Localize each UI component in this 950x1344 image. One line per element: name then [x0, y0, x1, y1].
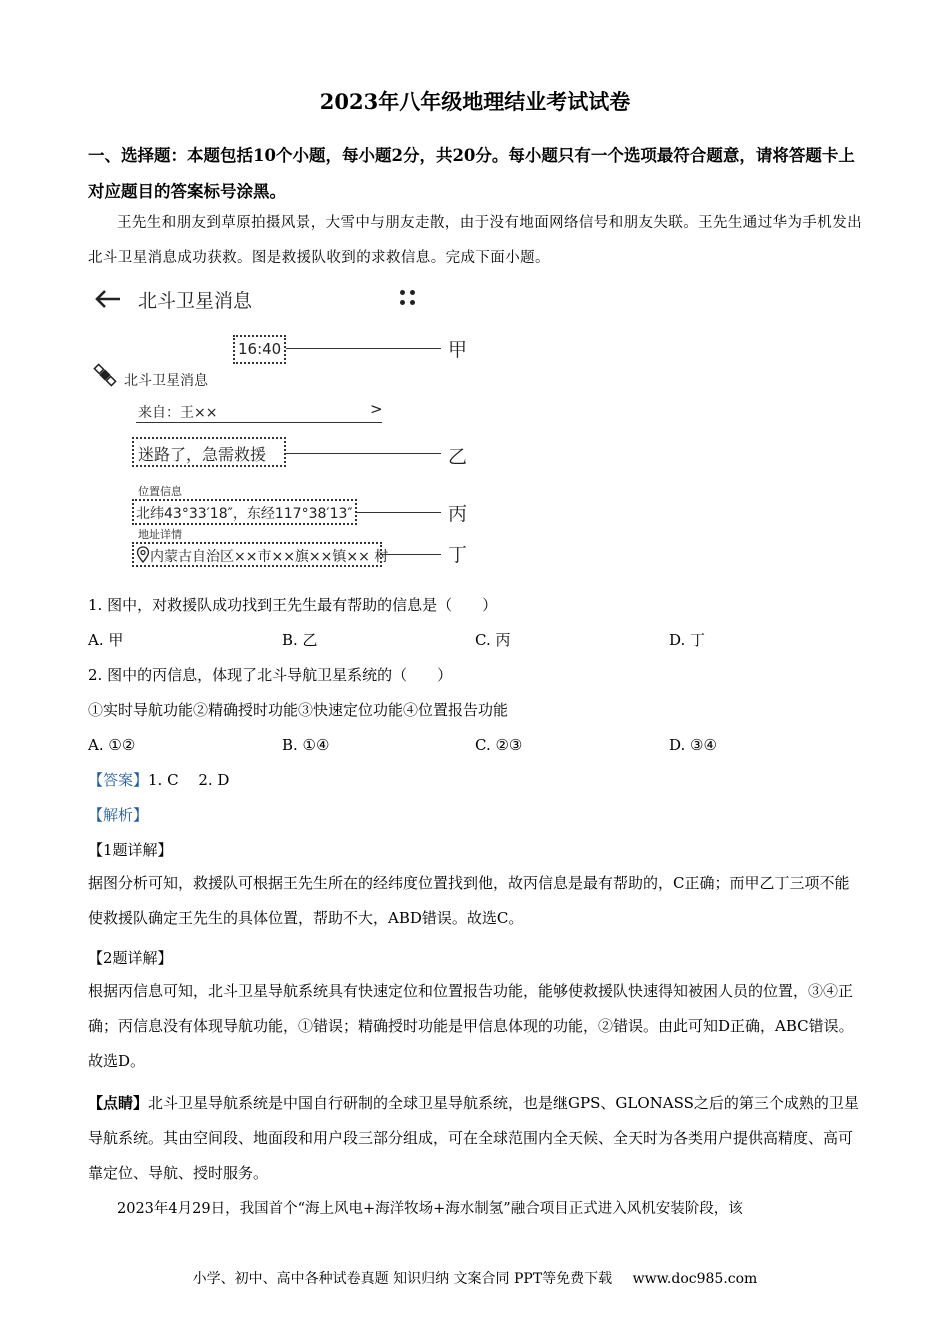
detail2-text: 根据丙信息可知，北斗卫星导航系统具有快速定位和位置报告功能，能够使救援队快速得知被困人员的位置，③④正确；丙信息没有体现导航功能，①错误；精确授时功能是甲信息体现的功能，②错误。由此可知D正确，ABC错误。故选D。: [88, 982, 854, 1070]
time-text: 16:40: [238, 340, 282, 358]
leader-line-ding: [382, 554, 441, 555]
q2-option-a: A. ①②: [88, 736, 136, 754]
app-name: 北斗卫星消息: [124, 373, 208, 389]
label-jia: 甲: [448, 339, 468, 361]
next-paragraph: 2023年4月29日，我国首个“海上风电+海洋牧场+海水制氢”融合项目正式进入风机安装阶段，该: [117, 1201, 743, 1217]
address-text: 内蒙古自治区××市××旗××镇×× 村: [150, 549, 389, 565]
message-text: 迷路了，急需救援: [138, 445, 267, 464]
rescue-message-figure: [88, 280, 488, 580]
leader-line-yi: [286, 453, 441, 454]
location-pin-icon: [136, 546, 150, 563]
location-text: 北纬43°33′18″，东经117°38′13″: [136, 506, 353, 522]
q2-option-b: B. ①④: [282, 736, 330, 754]
figure-header: 北斗卫星消息: [138, 290, 253, 312]
detail1-text: 据图分析可知，救援队可根据王先生所在的经纬度位置找到他，故丙信息是最有帮助的，C正确；而甲乙丁三项不能使救援队确定王先生的具体位置，帮助不大，ABD错误。故选C。: [88, 874, 850, 927]
tip-paragraph: [88, 1086, 863, 1191]
leader-line-bing: [357, 512, 441, 513]
location-caption: 位置信息: [138, 485, 182, 498]
q2-option-d: D. ③④: [669, 736, 717, 754]
label-bing: 丙: [448, 503, 468, 525]
q2-stem: 2. 图中的丙信息，体现了北斗导航卫星系统的（ ）: [88, 666, 453, 684]
q1-option-c: C. 丙: [475, 631, 511, 649]
intro-paragraph: 王先生和朋友到草原拍摄风景，大雪中与朋友走散，由于没有地面网络信号和朋友失联。王先生通过华为手机发出北斗卫星消息成功获救。图是救援队收到的求救信息。完成下面小题。: [88, 215, 862, 266]
satellite-icon: [92, 362, 118, 388]
section-heading: 一、选择题：本题包括10个小题，每小题2分，共20分。每小题只有一个选项最符合题意，请将答题卡上对应题目的答案标号涂黑。: [88, 146, 855, 201]
detail1-title: 【1题详解】: [88, 841, 173, 859]
footer-link[interactable]: www.doc985.com: [632, 1271, 758, 1287]
more-dots-icon: [398, 288, 418, 308]
tip-text: 北斗卫星导航系统是中国自行研制的全球卫星导航系统，也是继GPS、GLONASS之后的第三个成熟的卫星导航系统。其由空间段、地面段和用户段三部分组成，可在全球范围内全天候、全天时为各类用户提供高精度、高可靠定位、导航、授时服务。: [88, 1094, 859, 1182]
answer-tag: 【答案】: [88, 771, 149, 789]
page-footer: [0, 1268, 950, 1288]
leader-line-jia: [286, 348, 441, 349]
back-arrow-icon: [94, 289, 122, 309]
chevron-right-icon: >: [370, 400, 383, 418]
label-yi: 乙: [448, 446, 468, 468]
answer-line: [88, 769, 863, 791]
analysis-tag: 【解析】: [88, 806, 149, 824]
answer-text: 1. C 2. D: [148, 771, 230, 789]
detail2-title: 【2题详解】: [88, 949, 173, 967]
page-title: 2023年八年级地理结业考试试卷: [319, 89, 631, 114]
sender-line: 来自：王××: [138, 405, 218, 421]
q1-option-a: A. 甲: [88, 631, 124, 649]
q2-functions: ①实时导航功能②精确授时功能③快速定位功能④位置报告功能: [88, 701, 509, 719]
label-ding: 丁: [448, 544, 468, 566]
q1-stem: 1. 图中，对救援队成功找到王先生最有帮助的信息是（ ）: [88, 596, 498, 614]
address-caption: 地址详情: [138, 528, 182, 541]
q1-option-d: D. 丁: [669, 631, 706, 649]
q2-option-c: C. ②③: [475, 736, 523, 754]
footer-text: 小学、初中、高中各种试卷真题 知识归纳 文案合同 PPT等免费下载: [192, 1271, 613, 1287]
q1-option-b: B. 乙: [282, 631, 318, 649]
sender-underline: [136, 422, 382, 423]
tip-tag: 【点睛】: [88, 1094, 149, 1112]
